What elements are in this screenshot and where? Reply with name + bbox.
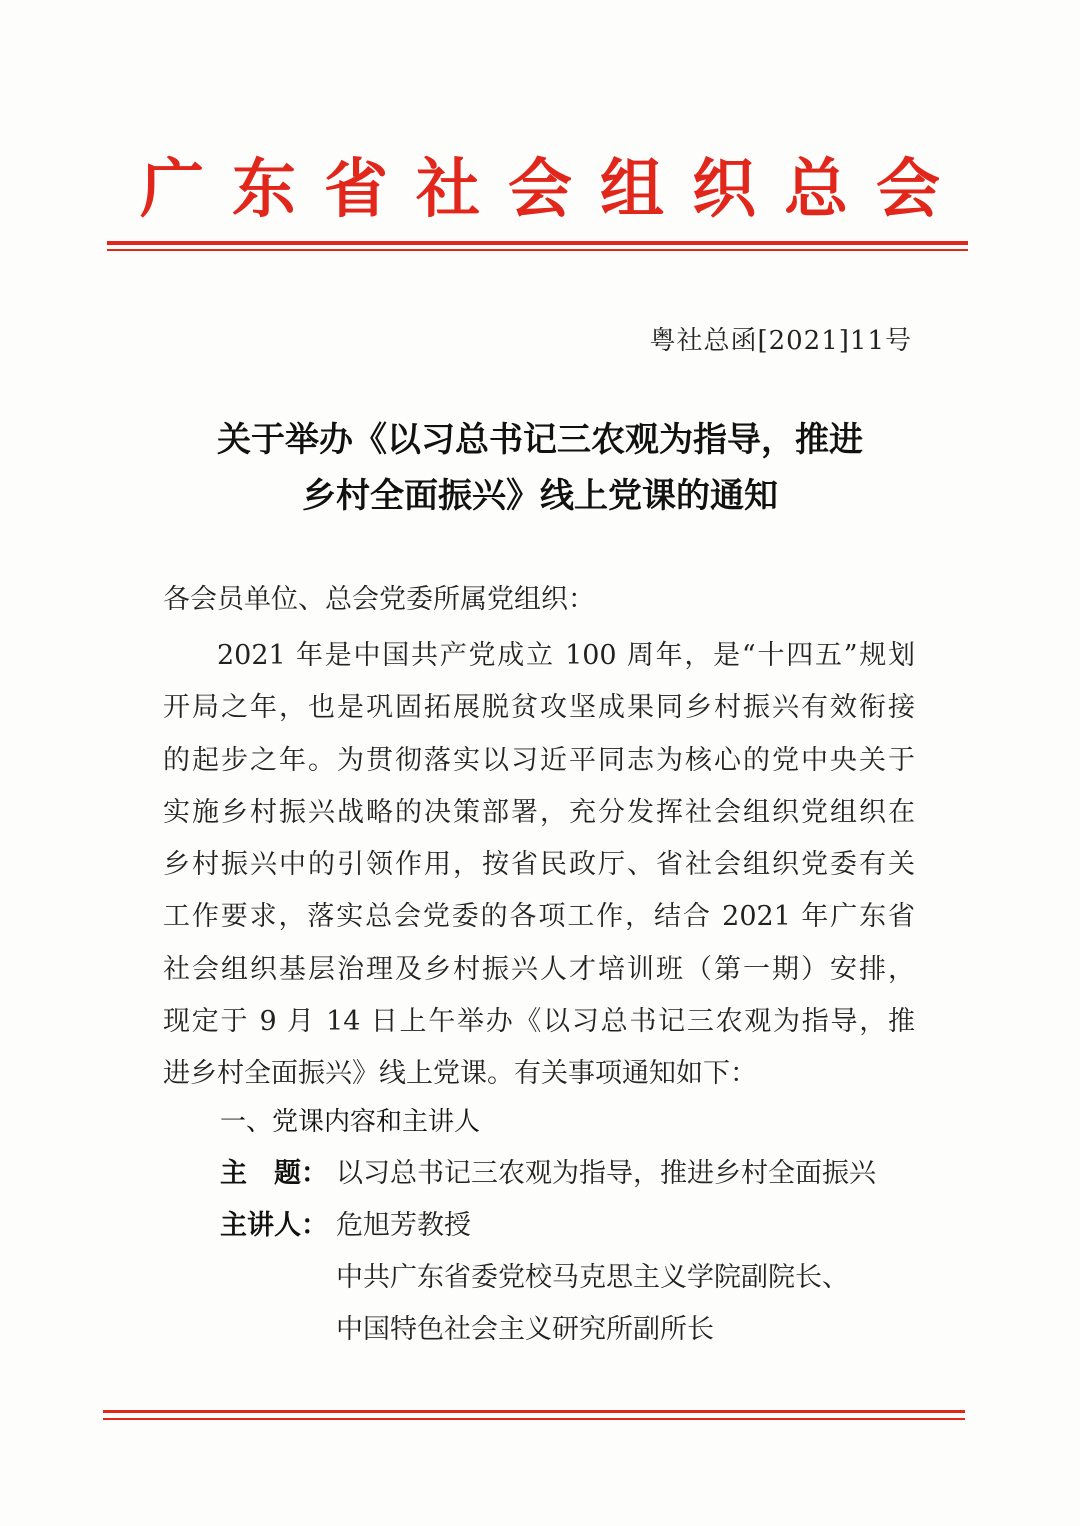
letterhead-char: 东 [232, 153, 296, 227]
body-line: 实施乡村振兴战略的决策部署，充分发挥社会组织党组织在 [163, 796, 915, 828]
body-line: 的起步之年。为贯彻落实以习近平同志为核心的党中央关于 [163, 744, 915, 776]
letterhead-char: 会 [876, 153, 940, 227]
body-line: 工作要求，落实总会党委的各项工作，结合 2021 年广东省 [163, 901, 915, 933]
body-line: 进乡村全面振兴》线上党课。有关事项通知如下： [163, 1058, 757, 1090]
body-line: 开局之年，也是巩固拓展脱贫攻坚成果同乡村振兴有效衔接 [163, 692, 915, 724]
section-heading: 一、党课内容和主讲人 [220, 1107, 481, 1137]
letterhead-char: 广 [140, 153, 204, 227]
speaker-title-line: 中共广东省委党校马克思主义学院副院长、 [336, 1262, 849, 1293]
header-red-rule-thin [107, 249, 968, 251]
document-title [110, 412, 970, 524]
title-line: 乡村全面振兴》线上党课的通知 [302, 476, 778, 516]
letterhead-char: 织 [692, 153, 756, 227]
body-paragraph [163, 630, 915, 1101]
body-line: 社会组织基层治理及乡村振兴人才培训班（第一期）安排， [163, 953, 915, 985]
letterhead-char: 社 [416, 153, 480, 227]
letterhead-organization-name [140, 150, 940, 230]
speaker-label: 主讲人： [220, 1210, 328, 1241]
title-line: 关于举办《以习总书记三农观为指导，推进 [217, 420, 863, 460]
body-line: 现定于 9 月 14 日上午举办《以习总书记三农观为指导，推 [163, 1006, 915, 1038]
document-number: 粤社总函[2021]11号 [649, 326, 912, 356]
letterhead-char: 组 [600, 153, 664, 227]
topic-label: 主 题： [220, 1158, 328, 1189]
body-line: 乡村振兴中的引领作用，按省民政厅、省社会组织党委有关 [163, 849, 915, 881]
speaker-value: 危旭芳教授 [336, 1210, 471, 1241]
speaker-title-line: 中国特色社会主义研究所副所长 [336, 1314, 714, 1345]
footer-red-rule-thin [103, 1418, 965, 1420]
letterhead-char: 会 [508, 153, 572, 227]
letterhead-char: 省 [324, 153, 388, 227]
footer-red-rule-thick [103, 1410, 965, 1413]
salutation: 各会员单位、总会党委所属党组织： [163, 584, 595, 615]
body-line: 2021 年是中国共产党成立 100 周年，是“十四五”规划 [217, 640, 915, 671]
letterhead-char: 总 [784, 153, 848, 227]
speaker-row [220, 1204, 471, 1248]
header-red-rule-thick [107, 241, 968, 245]
topic-row [220, 1152, 876, 1196]
topic-value: 以习总书记三农观为指导，推进乡村全面振兴 [336, 1158, 876, 1189]
